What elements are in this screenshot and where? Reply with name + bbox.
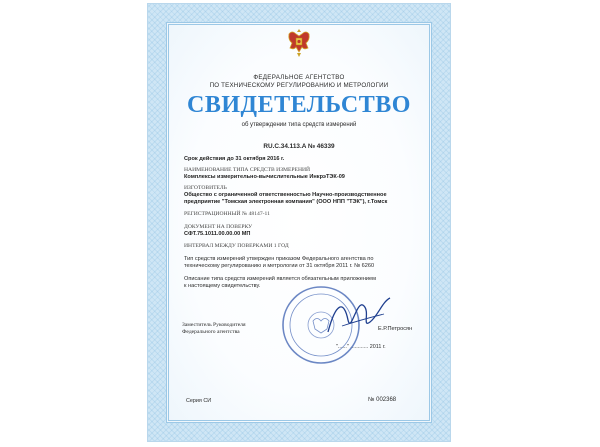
agency-line-1: ФЕДЕРАЛЬНОЕ АГЕНТСТВО [253, 74, 345, 81]
signature-date: "......" ............ 2011 г. [336, 344, 386, 350]
certificate-border [148, 4, 450, 441]
verification-interval: ИНТЕРВАЛ МЕЖДУ ПОВЕРКАМИ 1 ГОД [184, 243, 289, 249]
certificate-title: СВИДЕТЕЛЬСТВО [187, 92, 411, 118]
signature-mark [324, 292, 394, 340]
signatory-name: Е.Р.Петросян [378, 326, 413, 332]
signatory-role-1: Заместитель Руководителя [182, 322, 246, 328]
agency-line-2: ПО ТЕХНИЧЕСКОМУ РЕГУЛИРОВАНИЮ И МЕТРОЛОГИИ [209, 82, 389, 89]
description-text-1: Описание типа средств измерений является обязательным приложением [184, 276, 376, 282]
series-label: Серия СИ [186, 398, 212, 404]
manufacturer-label: ИЗГОТОВИТЕЛЬ [184, 185, 227, 191]
certificate-number: № 002368 [368, 397, 397, 403]
manufacturer-value-2: предприятие "Томская электронная компания" (ООО НПП "ТЭК"), г.Томск [184, 199, 388, 205]
description-text-2: к настоящему свидетельству. [184, 283, 261, 289]
certificate-subtitle: об утверждении типа средств измерений [241, 122, 357, 128]
manufacturer-value-1: Общество с ограниченной ответственностью Научно-производственное [184, 192, 387, 198]
verification-method-label: ДОКУМЕНТ НА ПОВЕРКУ [184, 224, 253, 230]
type-name-label: НАИМЕНОВАНИЕ ТИПА СРЕДСТВ ИЗМЕРЕНИЙ [184, 167, 311, 173]
verification-method-value: СФТ.75.1011.00.00.00 МП [184, 231, 251, 237]
registration-number: RU.C.34.113.A № 46339 [263, 143, 335, 150]
approval-text-1: Тип средств измерений утвержден приказом Федерального агентства по [184, 256, 374, 262]
approval-text-2: техническому регулированию и метрологии от 31 октября 2011 г. № 6260 [184, 263, 375, 269]
type-name-value: Комплексы измерительно-вычислительные ИнкрэТЭК-09 [184, 174, 345, 180]
coat-of-arms-icon [286, 26, 312, 60]
validity-date: Срок действия до 31 октября 2016 г. [184, 156, 285, 162]
registered-number: РЕГИСТРАЦИОННЫЙ № 48147-11 [184, 211, 270, 217]
signatory-role-2: Федерального агентства [182, 329, 240, 335]
